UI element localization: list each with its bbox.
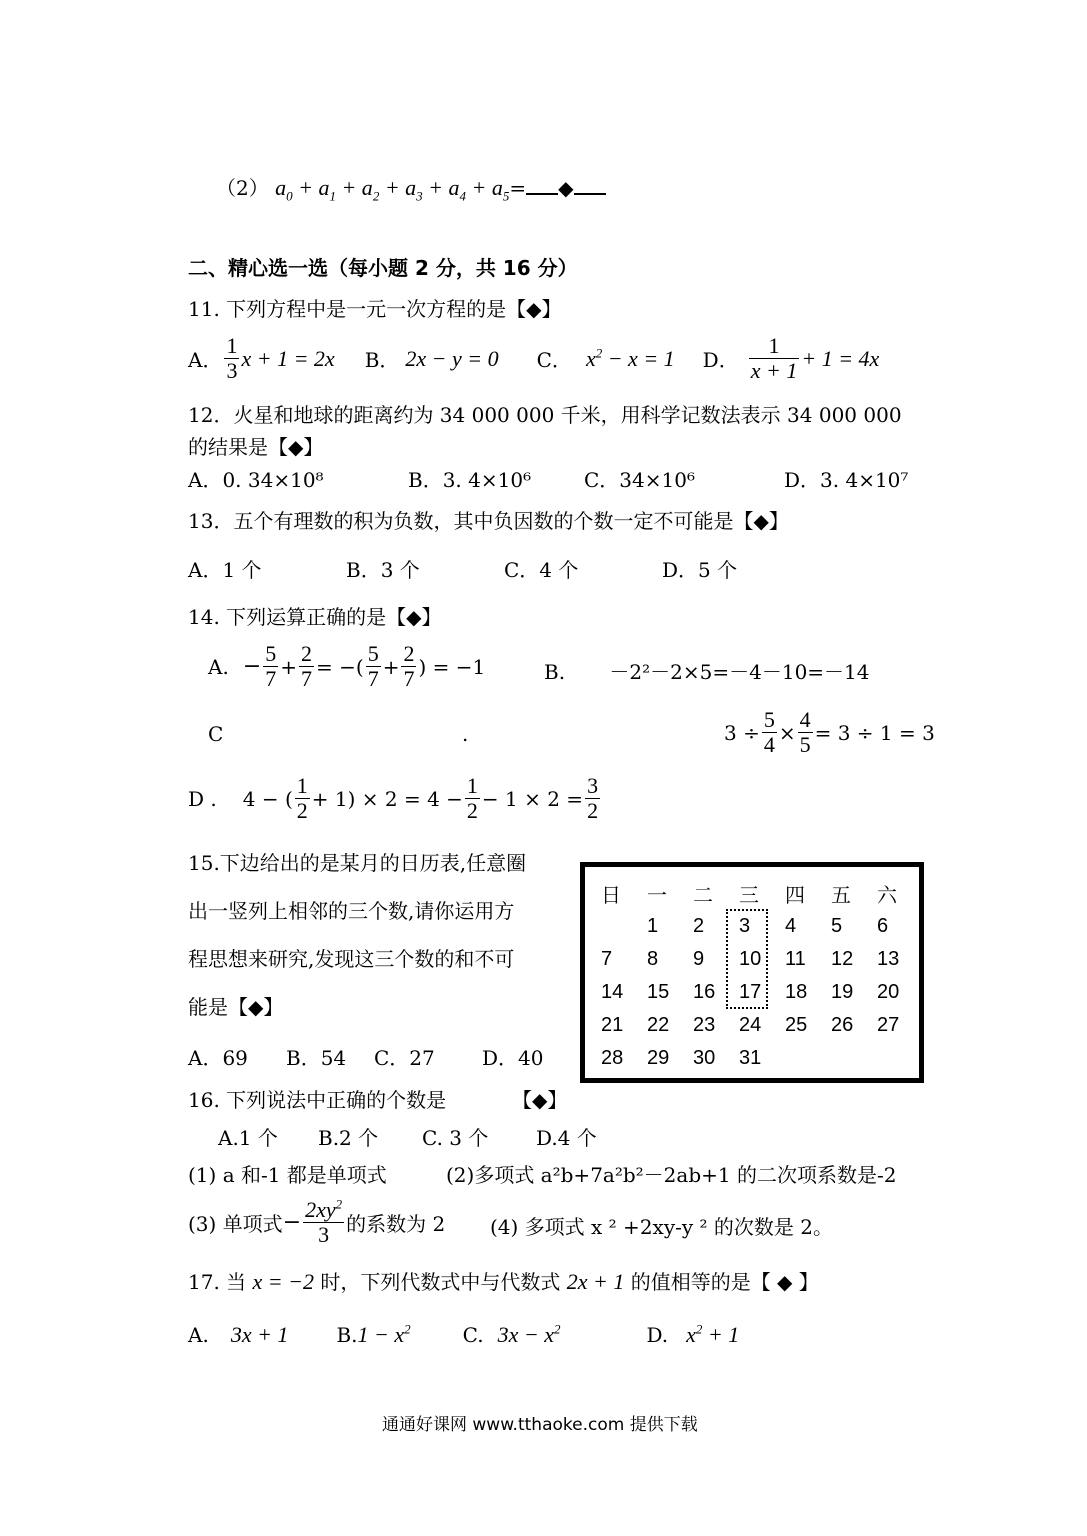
q16-stem: 16. 下列说法中正确的个数是	[188, 1088, 447, 1112]
q13-option-c: C．4 个	[504, 558, 579, 582]
q16-option-b: B.2 个	[318, 1126, 379, 1150]
section-title: 二、精心选一选（每小题 2 分，共 16 分）	[188, 256, 578, 280]
q14-option-b: B. －2²－2×5=－4－10=－14	[544, 660, 870, 684]
q13-option-d: D．5 个	[662, 558, 738, 582]
q15-stem-line2: 出一竖列上相邻的三个数,请你运用方	[188, 899, 515, 923]
q15-option-a: A．69	[188, 1046, 248, 1070]
q12-stem-line1: 12．火星和地球的距离约为 34 000 000 千米，用科学记数法表示 34 000 000	[188, 403, 902, 427]
footer-text: 通通好课网 www.tthaoke.com 提供下载	[382, 1415, 698, 1435]
calendar-row: 14 15 16 17 18 19 20	[601, 981, 900, 1003]
q16-statement-3: (3) 单项式 − $\frac{2xy^2}{3}$ 的系数为 2	[188, 1196, 446, 1247]
q12-option-c: C．34×10⁶	[584, 468, 695, 492]
q12-option-b: B．3. 4×10⁶	[408, 468, 532, 492]
q14-option-c-dot: .	[462, 722, 469, 746]
q15-stem-line3: 程思想来研究,发现这三个数的和不可	[188, 947, 515, 971]
calendar-row: 1 2 3 4 5 6	[647, 915, 889, 937]
q14-option-d: D . 4 − ( $\frac{1}{2}$ + 1) × 2 = 4 − $\frac{1}{2}$ − 1 × 2 = $\frac{3}{2}$	[188, 773, 599, 823]
q15-option-d: D．40	[482, 1046, 544, 1070]
q16-option-c: C. 3 个	[422, 1126, 489, 1150]
q17-stem: 17. 当 x = −2 时，下列代数式中与代数式 2x + 1 的值相等的是【 ◆ 】	[188, 1269, 819, 1294]
dotted-selection-box	[726, 909, 768, 1009]
q10-part2-expression: $a_0 + a_1 + a_2 + a_3 + a_4 + a_5$	[275, 175, 510, 204]
q16-option-a: A.1 个	[218, 1126, 278, 1150]
q13-option-b: B．3 个	[346, 558, 420, 582]
q14-option-c-expr: 3 ÷ $\frac{5}{4}$ × $\frac{4}{5}$ = 3 ÷ 1 = 3	[724, 707, 935, 757]
q14-option-c-label: C	[208, 722, 224, 746]
answer-blank: ◆	[558, 176, 574, 200]
q15-stem-line1: 15.下边给出的是某月的日历表,任意圈	[188, 851, 527, 875]
q13-option-a: A．1 个	[188, 558, 262, 582]
q13-stem: 13．五个有理数的积为负数，其中负因数的个数一定不可能是【◆】	[188, 509, 789, 533]
q16-answer: 【◆】	[512, 1088, 568, 1112]
q12-stem-line2: 的结果是【◆】	[188, 435, 324, 459]
q14-option-a: A. − $\frac{5}{7}$ + $\frac{2}{7}$ = −( $\frac{5}{7}$ + $\frac{2}{7}$ ) = −1	[208, 641, 486, 691]
q10-part2: （2） $a_0 + a_1 + a_2 + a_3 + a_4 + a_5=$ ◆	[216, 172, 606, 201]
calendar-row: 21 22 23 24 25 26 27	[601, 1014, 900, 1036]
q16-statement-2: (2)多项式 a²b+7a²b²－2ab+1 的二次项系数是-2	[446, 1163, 897, 1187]
q10-part2-label: （2）	[216, 176, 269, 200]
q16-statement-1: (1) a 和-1 都是单项式	[188, 1163, 387, 1187]
q14-stem: 14. 下列运算正确的是【◆】	[188, 605, 442, 629]
q15-stem-line4: 能是【◆】	[188, 995, 284, 1019]
q12-option-d: D．3. 4×10⁷	[784, 468, 909, 492]
q16-statement-4: (4) 多项式 x ² +2xy-y ² 的次数是 2。	[490, 1215, 833, 1239]
calendar-header: 日 一 二 三 四 五 六	[601, 885, 897, 907]
q17-options: A. 3x + 1 B. $1 - x^2$ C. $3x - x^2$ D. $x^2 + 1$	[188, 1321, 740, 1347]
q12-option-a: A．0. 34×10⁸	[188, 468, 324, 492]
q11-stem: 11. 下列方程中是一元一次方程的是【◆】	[188, 297, 562, 321]
q16-option-d: D.4 个	[536, 1126, 597, 1150]
calendar-row: 7 8 9 10 11 12 13	[601, 948, 900, 970]
q11-options: A． $\frac{1}{3}$ x + 1 = 2x B． 2x − y = 0 C． $x^2 - x = 1$ D． $\frac{1}{x + 1}$ + 1 = 4x	[188, 333, 880, 383]
q15-option-c: C．27	[374, 1046, 435, 1070]
calendar-row: 28 29 30 31	[601, 1047, 762, 1069]
q15-option-b: B．54	[286, 1046, 347, 1070]
